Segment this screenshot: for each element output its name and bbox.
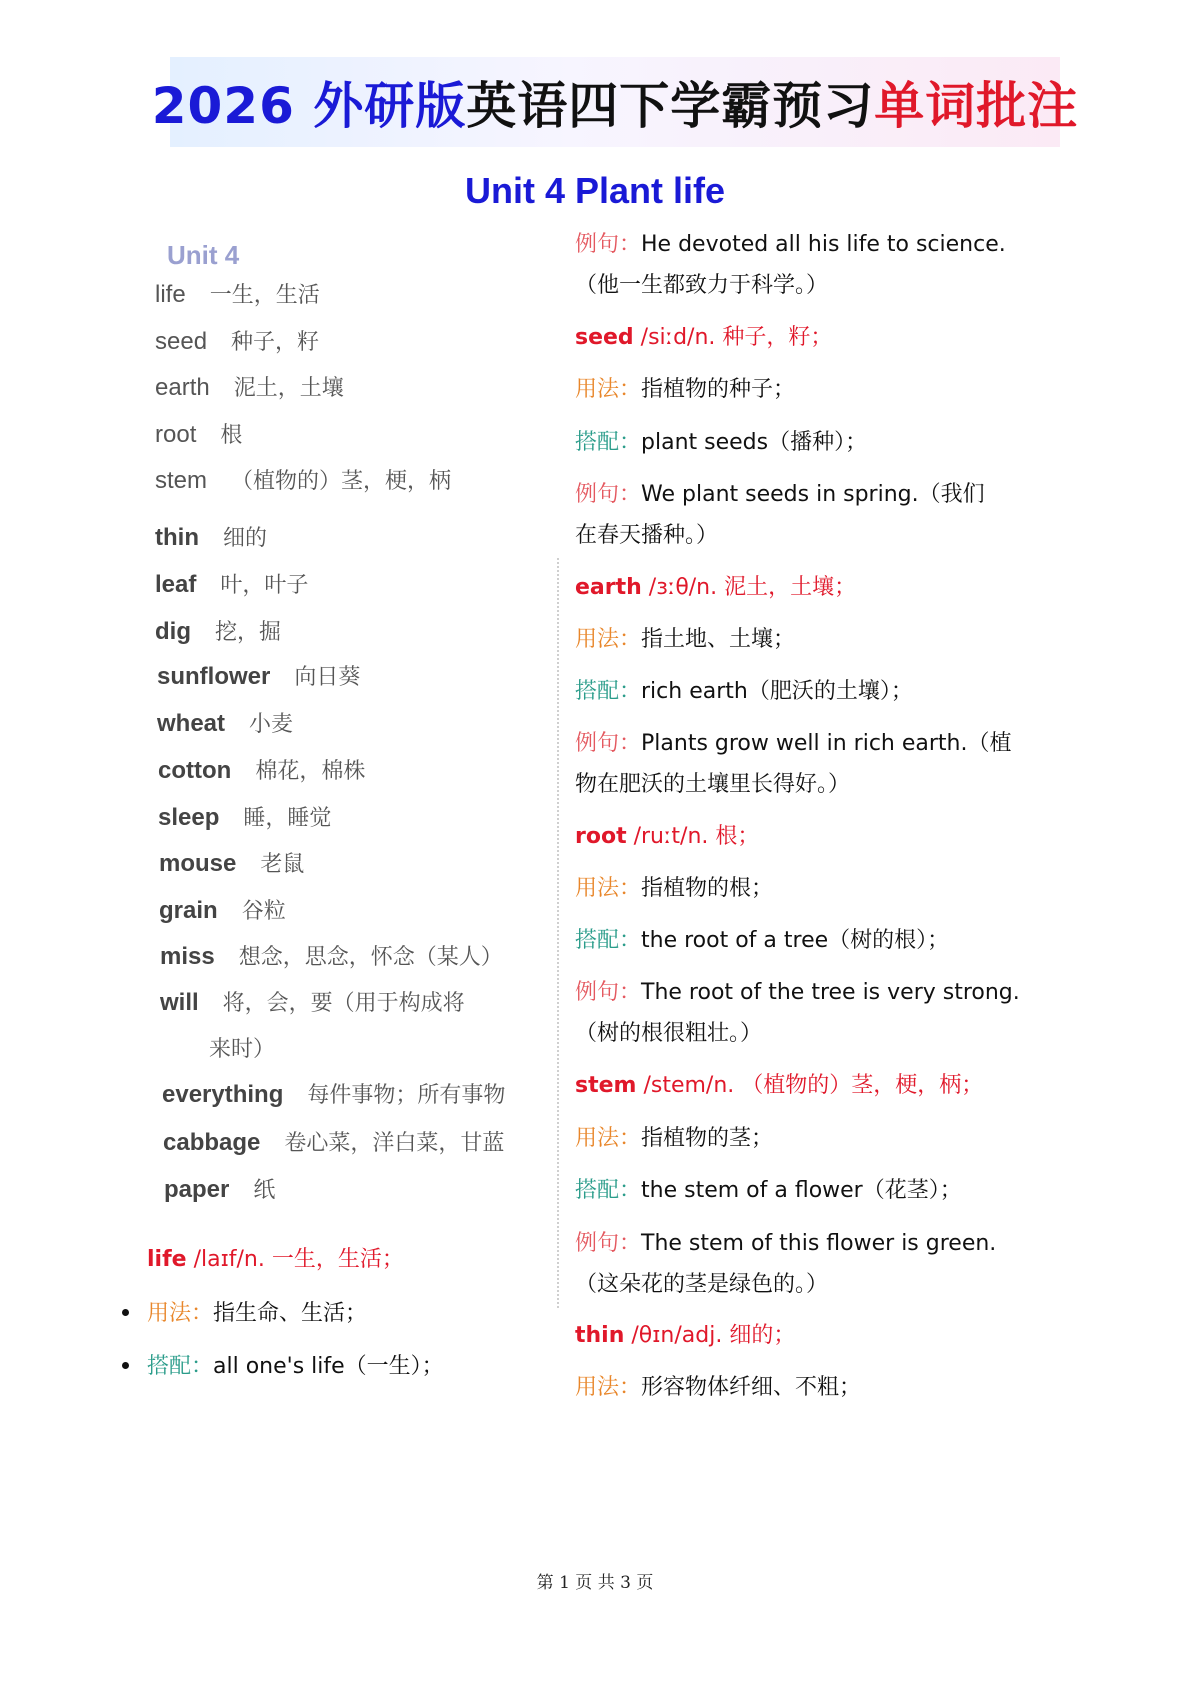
entry-pron-meaning: /ruːt/n. 根； bbox=[626, 824, 760, 849]
colloc-label: 搭配： bbox=[575, 928, 642, 953]
stem-example-translation: （这朵花的茎是绿色的。） bbox=[575, 1272, 829, 1297]
example-label: 例句： bbox=[575, 731, 642, 756]
vocab-item bbox=[158, 801, 331, 832]
seed-example-cont: 在春天播种。） bbox=[575, 523, 719, 548]
vocab-word: stem bbox=[155, 467, 208, 494]
colloc-text: all one's life（一生）； bbox=[213, 1354, 444, 1379]
life-example bbox=[575, 227, 1006, 258]
entry-word: stem bbox=[575, 1073, 637, 1098]
colloc-text: rich earth（肥沃的土壤）； bbox=[641, 679, 913, 704]
vocab-item bbox=[159, 894, 286, 925]
bullet-icon bbox=[122, 1362, 129, 1369]
vocab-item bbox=[162, 1078, 505, 1109]
entry-pron-meaning: /siːd/n. 种子，籽； bbox=[633, 325, 833, 350]
vocab-item bbox=[155, 464, 451, 495]
vocab-meaning: 种子，籽 bbox=[231, 330, 320, 355]
vocab-word: miss bbox=[160, 943, 215, 970]
usage-label: 用法： bbox=[575, 1375, 642, 1400]
vocab-heading: Unit 4 bbox=[167, 240, 240, 270]
vocab-meaning: 挖，掘 bbox=[215, 620, 282, 645]
vocab-meaning: 根 bbox=[220, 423, 243, 448]
vocab-meaning: 卷心菜，洋白菜，甘蓝 bbox=[284, 1131, 505, 1156]
vocab-separator bbox=[557, 558, 559, 1308]
vocab-item bbox=[164, 1173, 275, 1204]
colloc-text: the stem of a flower（花茎）； bbox=[641, 1178, 962, 1203]
banner-topic: 单词批注 bbox=[874, 77, 1079, 135]
entry-pron-meaning: /ɜːθ/n. 泥土，土壤； bbox=[641, 575, 857, 600]
example-text: He devoted all his life to science. bbox=[641, 232, 1006, 257]
entry-pron-meaning: /θɪn/adj. 细的； bbox=[624, 1323, 796, 1348]
stem-colloc bbox=[575, 1173, 962, 1204]
vocab-word: will bbox=[160, 989, 199, 1016]
colloc-label: 搭配： bbox=[147, 1354, 214, 1379]
vocab-item bbox=[155, 418, 242, 449]
vocab-item bbox=[160, 986, 465, 1017]
entry-root-head bbox=[575, 819, 759, 850]
life-example-translation: （他一生都致力于科学。） bbox=[575, 273, 829, 298]
root-example-translation: （树的根很粗壮。） bbox=[575, 1021, 763, 1046]
example-text: We plant seeds in spring.（我们 bbox=[641, 482, 985, 507]
vocab-item bbox=[155, 568, 308, 599]
usage-label: 用法： bbox=[575, 876, 642, 901]
usage-text: 指植物的茎； bbox=[641, 1126, 774, 1151]
vocab-meaning: 一生，生活 bbox=[209, 283, 320, 308]
vocab-item bbox=[158, 754, 365, 785]
root-usage bbox=[575, 871, 773, 902]
vocab-item bbox=[155, 615, 281, 646]
vocab-word: dig bbox=[155, 618, 191, 645]
usage-label: 用法： bbox=[575, 1126, 642, 1151]
vocab-word: cotton bbox=[158, 757, 232, 784]
earth-colloc bbox=[575, 674, 913, 705]
usage-text: 指土地、土壤； bbox=[641, 627, 796, 652]
colloc-text: plant seeds（播种）； bbox=[641, 430, 868, 455]
vocab-meaning: （植物的）茎，梗，柄 bbox=[231, 469, 452, 494]
example-label: 例句： bbox=[575, 482, 642, 507]
vocab-word: cabbage bbox=[163, 1129, 261, 1156]
vocab-item bbox=[155, 521, 267, 552]
example-label: 例句： bbox=[575, 232, 642, 257]
thin-usage bbox=[575, 1370, 861, 1401]
bullet-icon bbox=[122, 1309, 129, 1316]
seed-example bbox=[575, 477, 985, 508]
stem-example bbox=[575, 1226, 996, 1257]
vocab-meaning: 棉花，棉株 bbox=[255, 759, 366, 784]
entry-earth-head bbox=[575, 570, 856, 601]
entry-stem-head bbox=[575, 1068, 983, 1099]
vocab-meaning: 每件事物；所有事物 bbox=[307, 1083, 506, 1108]
seed-usage bbox=[575, 372, 795, 403]
life-colloc bbox=[147, 1349, 444, 1380]
vocab-word: grain bbox=[159, 897, 218, 924]
example-text: The stem of this flower is green. bbox=[641, 1231, 997, 1256]
page-footer: 第 1 页 共 3 页 bbox=[536, 1573, 654, 1593]
usage-text: 指生命、生活； bbox=[213, 1301, 368, 1326]
stem-usage bbox=[575, 1121, 773, 1152]
usage-text: 指植物的根； bbox=[641, 876, 774, 901]
entry-word: earth bbox=[575, 575, 642, 600]
vocab-item bbox=[155, 278, 320, 309]
vocab-meaning: 将，会，要（用于构成将 bbox=[222, 991, 465, 1016]
seed-colloc bbox=[575, 425, 867, 456]
vocab-meaning: 睡，睡觉 bbox=[243, 806, 332, 831]
vocab-meaning: 向日葵 bbox=[294, 665, 361, 690]
usage-label: 用法： bbox=[147, 1301, 214, 1326]
vocab-word: life bbox=[155, 281, 186, 308]
colloc-label: 搭配： bbox=[575, 430, 642, 455]
usage-text: 形容物体纤细、不粗； bbox=[641, 1375, 862, 1400]
vocab-word: earth bbox=[155, 374, 210, 401]
vocab-word: everything bbox=[162, 1081, 284, 1108]
vocab-list bbox=[152, 238, 562, 1313]
entry-word: life bbox=[147, 1247, 187, 1272]
vocab-meaning: 泥土，土壤 bbox=[233, 376, 344, 401]
vocab-word: mouse bbox=[159, 850, 237, 877]
vocab-meaning: 叶，叶子 bbox=[220, 573, 309, 598]
entry-pron-meaning: /stem/n. （植物的）茎，梗，柄； bbox=[636, 1073, 984, 1098]
vocab-item bbox=[163, 1126, 504, 1157]
vocab-item bbox=[155, 325, 319, 356]
root-example bbox=[575, 975, 1020, 1006]
colloc-label: 搭配： bbox=[575, 1178, 642, 1203]
entry-word: thin bbox=[575, 1323, 625, 1348]
title-banner bbox=[151, 57, 1079, 147]
earth-usage bbox=[575, 622, 795, 653]
earth-example bbox=[575, 726, 1011, 757]
vocab-meaning: 小麦 bbox=[249, 712, 294, 737]
colloc-text: the root of a tree（树的根）； bbox=[641, 928, 950, 953]
vocab-meaning: 谷粒 bbox=[241, 899, 286, 924]
usage-text: 指植物的种子； bbox=[641, 377, 796, 402]
vocab-item bbox=[157, 707, 293, 738]
vocab-item bbox=[209, 1032, 275, 1063]
banner-subject: 英语四下学霸预习 bbox=[466, 77, 875, 135]
vocab-meaning: 老鼠 bbox=[260, 852, 305, 877]
vocab-word: thin bbox=[155, 524, 199, 551]
vocab-word: root bbox=[155, 421, 197, 448]
vocab-word: sunflower bbox=[157, 663, 271, 690]
unit-title: Unit 4 Plant life bbox=[464, 170, 726, 211]
example-label: 例句： bbox=[575, 1231, 642, 1256]
colloc-label: 搭配： bbox=[575, 679, 642, 704]
vocab-item bbox=[159, 847, 304, 878]
vocab-item bbox=[160, 940, 503, 971]
vocab-meaning: 想念，思念，怀念（某人） bbox=[238, 945, 503, 970]
vocab-word: seed bbox=[155, 328, 208, 355]
entry-thin-head bbox=[575, 1318, 795, 1349]
vocab-item bbox=[157, 660, 360, 691]
vocab-word: paper bbox=[164, 1176, 230, 1203]
vocab-word: sleep bbox=[158, 804, 220, 831]
usage-label: 用法： bbox=[575, 627, 642, 652]
vocab-meaning: 纸 bbox=[253, 1178, 276, 1203]
example-text: The root of the tree is very strong. bbox=[641, 980, 1020, 1005]
root-colloc bbox=[575, 923, 949, 954]
entry-life-head bbox=[147, 1242, 404, 1273]
vocab-item bbox=[155, 371, 344, 402]
life-usage bbox=[147, 1296, 367, 1327]
earth-example-cont: 物在肥沃的土壤里长得好。） bbox=[575, 772, 851, 797]
example-label: 例句： bbox=[575, 980, 642, 1005]
entry-pron-meaning: /laɪf/n. 一生，生活； bbox=[186, 1247, 404, 1272]
example-text: Plants grow well in rich earth.（植 bbox=[641, 731, 1012, 756]
vocab-meaning: 细的 bbox=[222, 526, 267, 551]
vocab-word: wheat bbox=[157, 710, 226, 737]
usage-label: 用法： bbox=[575, 377, 642, 402]
entry-word: root bbox=[575, 824, 627, 849]
vocab-word: leaf bbox=[155, 571, 197, 598]
entry-seed-head bbox=[575, 320, 832, 351]
banner-year-edition: 2026 外研版 bbox=[151, 77, 467, 135]
entry-word: seed bbox=[575, 325, 634, 350]
vocab-meaning: 来时） bbox=[209, 1037, 276, 1062]
